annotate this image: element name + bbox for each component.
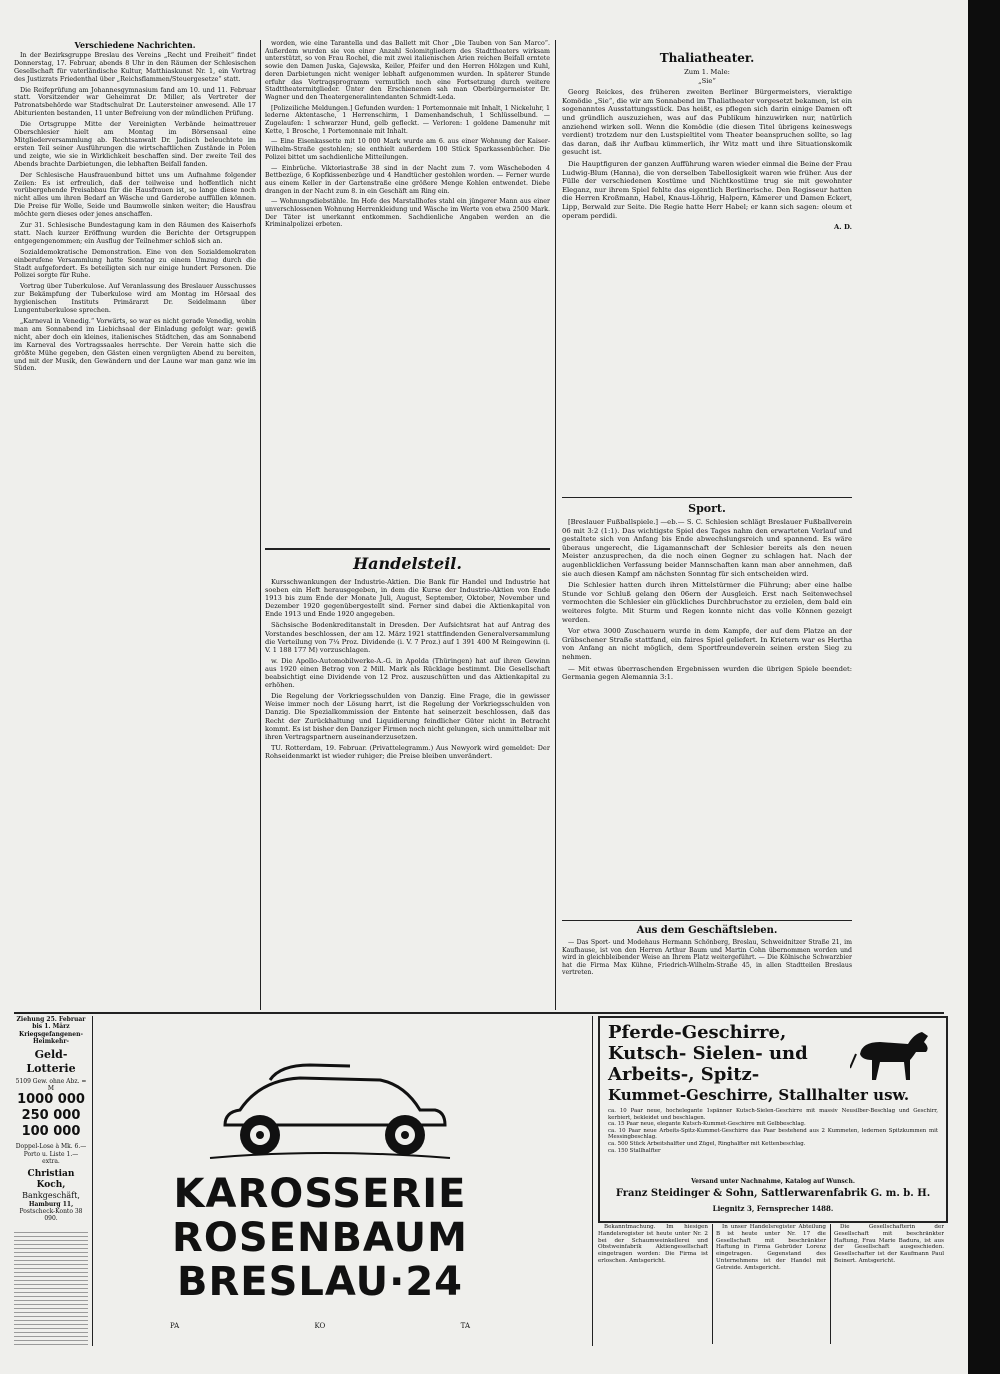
lottery-porto: Porto u. Liste 1.— extra. xyxy=(23,1150,79,1166)
trade-paragraph: Die Regelung der Vorkriegsschulden von Danzig. Eine Frage, die in gewisser Weise immer noch der Lösung harrt, ist die Regelung der Vorkriegsschulden von Danzig. Die Spezialkommission der Entente hat seinerzeit beschlossen, daß das Recht der Zurückhaltung und Liquidierung feindlicher Güter nicht in Betracht kommt. Es ist bisher den Danziger Firmen noch nicht gelungen, sich unmittelbar mit ihren Vertragspartnern auseinanderzusetzen. xyxy=(265,692,550,741)
lottery-prize: 100 000 xyxy=(21,1124,81,1140)
section-handelsteil xyxy=(265,552,550,1007)
news-paragraph: Sozialdemokratische Demonstration. Eine von den Sozialdemokraten einberufene Versammlung hatte Sonntag zu einem Umzug durch die Stadt aufgefordert. Es beteiligten sich nur einige hundert Personen. Die Polizei sorgte für Ruhe. xyxy=(14,247,256,280)
section-thaliatheater xyxy=(562,40,852,495)
trade-paragraph: w. Die Apollo-Automobilwerke-A.-G. in Apolda (Thüringen) hat auf ihren Gewinn aus 1920 einen Betrag von 2 Mill. Mark als Rücklage bestimmt. Die Gesellschaft beabsichtigt eine Dividende von 12 Proz. auszuschütten und das Aktienkapital zu erhöhen. xyxy=(265,656,550,690)
ad-item: ca. 15 Paar neue, elegante Kutsch-Kummet-Geschirre mit Gelbbeschlag. xyxy=(608,1121,806,1128)
ad-footer-label: TA xyxy=(460,1322,470,1330)
ad-city: Liegnitz 3, Fernsprecher 1488. xyxy=(712,1204,834,1213)
heading-verschiedene-nachrichten: Verschiedene Nachrichten. xyxy=(74,40,196,50)
section-geschaeftsleben xyxy=(562,922,852,1007)
news-paragraph: In der Bezirksgruppe Breslau des Vereins „Recht und Freiheit“ findet Donnerstag, 17. Februar, abends 8 Uhr in den Räumen der Schlesischen Gesellschaft für vaterländische Kultur, Matthiaskunst Nr. 1, ein Vortrag des Justizrats Friedenthal über „Reichsflammen/Steuergesetze“ statt. xyxy=(14,50,256,83)
section-rule xyxy=(265,548,550,550)
news-paragraph: — Einbrüche. Viktoriastraße 38 sind in der Nacht zum 7. vom Wäscheboden 4 Bettbezüge, 6 Kopfkissenbezüge und 4 Handtücher gestohlen worden. — Ferner wurde aus einem Keller in der Gartenstraße eine größere Menge Kohlen entwendet. Diebe drangen in der Nacht zum 8. in ein Geschäft am Ring ein. xyxy=(265,164,550,195)
sport-paragraph: Die Schlesier hatten durch ihren Mittelstürmer die Führung; aber eine halbe Stunde vor Schluß gelang den 06ern der Ausgleich. Erst nach Seitenwechsel vermochten die Schlesier ein glückliches Durchbruchstor zu erzielen, dem bald ein weiteres folgte. Mit Sturm und Regen konnte nicht das volle Können gezeigt werden. xyxy=(562,581,852,624)
signature: A. D. xyxy=(833,223,852,232)
column-lokales xyxy=(265,40,550,545)
section-sport xyxy=(562,500,852,918)
car-illustration xyxy=(150,1040,490,1170)
lottery-name: Geld-Lotterie xyxy=(26,1047,76,1075)
lottery-address: Bankgeschäft, xyxy=(22,1190,80,1200)
lottery-konto: Postscheck-Konto 38 090. xyxy=(19,1208,83,1223)
police-report: [Polizeiliche Meldungen.] Gefunden wurden: 1 Portemonnaie mit Inhalt, 1 Nickeluhr, 1 lederne Aktentasche, 1 Herrenschirm, 1 Damenhandschuh, 1 Schlüsselbund. — Zugelaufen: 1 schwarzer Hund, gelb gefleckt. — Verloren: 1 goldene Damenuhr mit Kette, 1 Brosche, 1 Portemonnaie mit Inhalt. xyxy=(265,104,550,135)
lottery-line: Ziehung 25. Februar xyxy=(16,1016,86,1023)
sport-paragraph: Vor etwa 3000 Zuschauern wurde in dem Kampfe, der auf dem Platze an der Gräbschener Straße stattfand, ein faires Spiel geliefert. In Krietern war es Hertha von Anfang an nicht möglich, dem Sportfreundeverein seinen ersten Sieg zu nehmen. xyxy=(562,627,852,661)
filler-notices xyxy=(14,1229,88,1346)
lottery-line: Heimkehr- xyxy=(32,1038,70,1046)
lottery-line: Kriegsgefangenen- xyxy=(19,1030,83,1038)
news-paragraph: Zur 31. Schlesische Bundestagung kam in den Räumen des Kaiserhofs statt. Nach kurzer Eröffnung wurden die Berichte der Ortsgruppen entgegengenommen; ein Ausflug der Teilnehmer schloß sich an. xyxy=(14,221,256,245)
ad-item: ca. 150 Stallhalfter xyxy=(608,1147,661,1154)
notice-rule xyxy=(712,1224,713,1344)
ad-line-breslau: BRESLAU·24 xyxy=(177,1259,463,1305)
review-paragraph: Die Hauptfiguren der ganzen Aufführung waren wieder einmal die Beine der Frau Ludwig-Blum (Hanna), die von derselben Tabellosigkeit waren wie früher. Aus der Fülle der verschiedenen Kostüme und Nichtkostüme trug sie mit gewohnter Eleganz, nur ihrem Spiel fehlte das eigentlich Berlinerische. Den Regisseur hatten die Herren Kroßmann, Habel, Knaus-Löhrig, Halpern, Kämerer und Damen Eckert, Lipp, Berwald zur Seite. Die Regie hatte Herr Habel; er kann sich sagen: oleum et operam perdidi. xyxy=(562,159,852,220)
news-paragraph: — Eine Eisenkassette mit 10 000 Mark wurde am 6. aus einer Wohnung der Kaiser-Wilhelm-Straße gestohlen; sie enthielt außerdem 100 Stück Sparkassenbücher. Die Polizei bittet um sachdienliche Mitteilungen. xyxy=(265,138,550,161)
lottery-prize: 250 000 xyxy=(21,1108,81,1124)
ad-heading-line: Pferde-Geschirre, xyxy=(608,1022,787,1043)
notice-text: In unser Handelsregister Abteilung B ist heute unter Nr. 17 die Gesellschaft mit beschränkter Haftung in Firma Gebrüder Lorenz eingetragen. Gegenstand des Unternehmens ist der Handel mit Getreide. Amtsgericht. xyxy=(716,1224,826,1271)
ad-rule xyxy=(592,1016,593,1346)
ad-heading-line: Arbeits-, Spitz- xyxy=(608,1064,760,1085)
column-rule xyxy=(260,40,261,1010)
notice-text: Die Gesellschafterin der Gesellschaft mit beschränkter Haftung, Frau Marie Badura, ist aus der Gesellschaft ausgeschieden. Gesellschafter ist der Kaufmann Paul Beinert. Amtsgericht. xyxy=(834,1224,944,1264)
section-rule xyxy=(562,920,852,921)
section-rule xyxy=(562,497,852,498)
heading-handelsteil: Handelsteil. xyxy=(353,554,462,573)
ad-line-rosenbaum: ROSENBAUM xyxy=(172,1215,468,1261)
news-paragraph: Die Ortsgruppe Mitte der Vereinigten Verbände heimattreuer Oberschlesier hielt am Montag im Börsensaal eine Mitgliederversammlung ab. Rechtsanwalt Dr. Jadisch beleuchtete im ersten Teil seiner Ausführungen die wirtschaftlichen Zustände in Polen und zeigte, wie sie in Wirklichkeit beschaffen sind. Der zweite Teil des Abends brachte Darbietungen, die lebhaften Beifall fanden. xyxy=(14,120,256,168)
lottery-ticket: Doppel-Lose à Mk. 6.— xyxy=(15,1143,87,1151)
heading-thaliatheater: Thaliatheater. xyxy=(659,51,755,65)
trade-paragraph: TU. Rotterdam, 19. Februar. (Privattelegramm.) Aus Newyork wird gemeldet: Der Rohseidenmarkt ist wieder ruhiger; die Preise bleiben unverändert. xyxy=(265,743,550,760)
ad-firm-type: Sattlerwarenfabrik G. m. b. H. xyxy=(761,1188,931,1199)
news-paragraph: — Wohnungsdiebstähle. Im Hofe des Marstallhofes stahl ein jüngerer Mann aus einer unverschlossenen Wohnung Herrenkleidung und Wäsche im Werte von etwa 2500 Mark. Der Täter ist unerkannt entkommen. Sachdienliche Angaben werden an die Kriminalpolizei erbeten. xyxy=(265,198,550,229)
ad-rule xyxy=(92,1016,93,1346)
lottery-line: bis 1. März xyxy=(32,1023,70,1031)
heading-geschaeftsleben: Aus dem Geschäftsleben. xyxy=(636,925,778,936)
ads-rule xyxy=(14,1012,944,1014)
lottery-city: Hamburg 11, xyxy=(28,1200,74,1208)
horse-icon xyxy=(850,1024,940,1086)
play-title: „Sie“ xyxy=(698,76,716,85)
ad-footer-label: PA xyxy=(170,1322,180,1330)
ad-item: ca. 10 Paar neue Arbeits-Spitz-Kummet-Geschirre das Paar bestehend aus 2 Kummeten, ledernen Spitzkummen mit Messingbeschlag. xyxy=(608,1127,938,1141)
lottery-prize: 1000 000 xyxy=(17,1092,85,1108)
news-paragraph: Der Schlesische Hausfrauenbund bittet uns um Aufnahme folgender Zeilen: Es ist erfreulich, daß der teilweise und hoffentlich nicht vorübergehende Preisabbau für die Hausfrauen ist, so lange diese noch nicht alles um ihren Bedarf an Wäsche und Garderobe auffüllen können. Die Preise für Wolle, Seide und Baumwolle sinken weiter; die Hausfrau möchte gern dieses oder jenes anschaffen. xyxy=(14,170,256,219)
heading-sport: Sport. xyxy=(688,502,726,515)
ad-item: ca. 10 Paar neue, hochelegante 1spänner Kutsch-Sielen-Geschirre mit massiv Neusilber-Beschlag und Geschirr, kerbiert, bekleidet und beschlagen. xyxy=(608,1108,938,1121)
column-rule xyxy=(555,40,556,1010)
ad-footer-label: KO xyxy=(314,1322,326,1330)
subheading: Zum 1. Male: xyxy=(684,68,730,76)
column-verschiedene-nachrichten xyxy=(14,40,256,1005)
news-paragraph: worden, wie eine Tarantella und das Ballett mit Chor „Die Tauben von San Marco“. Außerdem wurden sie von einer Anzahl Solomitgliedern des Stadttheaters wirksam unterstützt, so von Frau Rochel, die mit zwei italienischen Arien reichen Beifall erntete sowie den Damen Juska, Gajewska, Keiler, Pfeifer und den Herren Hölzgen und Kuhl, deren Darbietungen nicht weniger lebhaft aufgenommen wurden. In späterer Stunde erfuhr das Vortragsprogramm vermutlich noch eine Fortsetzung durch weitere Stadttheatermitglieder. Unter den Erschienenen sah man Oberbürgermeister Dr. Wagner und den Theatergeneralintendanten Schmidt-Leda. xyxy=(265,40,550,101)
trade-paragraph: Kursschwankungen der Industrie-Aktien. Die Bank für Handel und Industrie hat soeben ein Heft herausgegeben, in dem die Kurse der Industrie-Aktien von Ende 1913 bis zum Ende der Monate Juli, August, September, Oktober, November und Dezember 1920 gegenübergestellt sind. Ferner sind dabei die Aktienkapital von Ende 1913 und Ende 1920 angegeben. xyxy=(265,578,550,619)
business-paragraph: — Das Sport- und Modehaus Hermann Schönberg, Breslau, Schweidnitzer Straße 21, im Kaufhause, ist von den Herren Arthur Baum und Martin Cohn übernommen worden und wird in gleichbleibender Weise an Ihrem Platz weitergeführt. — Die Kölnische Schwarzbier hat die Firma Max Kühne, Friedrich-Wilhelm-Straße 45, in allen Stadtteilen Breslaus vertreten. xyxy=(562,939,852,977)
lottery-sub: 5109 Gew. ohne Abz. = M xyxy=(15,1077,87,1093)
notice-rule xyxy=(830,1224,831,1344)
news-paragraph: „Karneval in Venedig.“ Vorwärts, so war es nicht gerade Venedig, wohin man am Sonnabend im Liebichsaal der Einladung gefolgt war: gewiß nicht, aber doch ein kleines, italienisches Städtchen, das am Sonnabend im Karneval des Vortragssaales herrschte. Der Verein hatte sich die größte Mühe gegeben, den Gästen einen vergnügten Abend zu bereiten, und mit der Musik, den Gewändern und der Laune war man ganz wie im Süden. xyxy=(14,317,256,373)
ad-lottery xyxy=(14,1016,88,1346)
ad-firm-name: Franz Steidinger & Sohn, xyxy=(615,1188,758,1199)
sport-paragraph: [Breslauer Fußballspiele.] —eb.— S. C. Schlesien schlägt Breslauer Fußballverein 06 mit 3:2 (1:1). Das wichtigste Spiel des Tages nahm den erwarteten Verlauf und gestaltete sich von Anfang bis Ende abwechslungsreich und spannend. Es wäre überaus ungerecht, die Ligamannschaft der Schlesier bereits als den neuen Meister anzusprechen, da die noch einen Gegner zu schlagen hat. Nach der augenblicklichen Verfassung beider Mannschaften kann man aber annehmen, daß sie auch diesen Kampf am nächsten Sonntag für sich entscheiden wird. xyxy=(562,518,852,578)
sport-paragraph: — Mit etwas überraschenden Ergebnissen wurden die übrigen Spiele beendet: Germania gegen Alemannia 3:1. xyxy=(562,664,852,682)
ad-item: ca. 500 Stück Arbeitshalfter und Zügel, Ringhalfter mit Kettenbeschlag. xyxy=(608,1140,806,1147)
lottery-seller: Christian Koch, xyxy=(27,1168,75,1190)
notice-text: Bekanntmachung. Im hiesigen Handelsregister ist heute unter Nr. 2 bei der Schaumweinkellerei und Obstweinfabrik Aktiengesellschaft eingetragen worden: Die Firma ist erloschen. Amtsgericht. xyxy=(598,1224,708,1264)
ad-heading-line: Kutsch- Sielen- und xyxy=(608,1043,808,1064)
notice-3 xyxy=(834,1224,944,1344)
trade-paragraph: Sächsische Bodenkreditanstalt in Dresden. Der Aufsichtsrat hat auf Antrag des Vorstandes beschlossen, der am 12. März 1921 stattfindenden Generalversammlung die Verteilung von 7¼ Proz. Dividende (i. V. 7 Proz.) auf 1 391 400 M Reingewinn (i. V. 1 188 177 M) vorzuschlagen. xyxy=(265,621,550,654)
news-paragraph: Die Reifeprüfung am Johannesgymnasium fand am 10. und 11. Februar statt. Vorsitzender war Geheimrat Dr. Miller, als Vertreter der Patronatsbehörde war Stadtschulrat Dr. Lautersteiner anwesend. Alle 17 Abiturienten bestanden, 11 unter Befreiung von der mündlichen Prüfung. xyxy=(14,85,256,118)
notice-1 xyxy=(598,1224,708,1344)
ad-versand: Versand unter Nachnahme, Katalog auf Wunsch. xyxy=(691,1178,855,1185)
ad-items xyxy=(608,1108,938,1154)
ad-footer xyxy=(170,1322,470,1330)
ad-heading-line: Kummet-Geschirre, Stallhalter usw. xyxy=(608,1086,910,1104)
ad-line-karosserie: KAROSSERIE xyxy=(173,1171,467,1217)
notice-2 xyxy=(716,1224,826,1344)
news-paragraph: Vortrag über Tuberkulose. Auf Veranlassung des Breslauer Ausschusses zur Bekämpfung der Tuberkulose wird am Montag im Hörsaal des hygienischen Instituts Primärarzt Dr. Seidelmann über Lungentuberkulose sprechen. xyxy=(14,282,256,315)
review-paragraph: Georg Reickes, des früheren zweiten Berliner Bürgermeisters, vieraktige Komödie „Sie“, die wir am Sonnabend im Thaliatheater vorgesetzt bekamen, ist ein sogenanntes Ausstattungsstück. Das heißt, es pflegen sich darin einige Damen oft und gründlich auszuziehen, was auf das Publikum hinzuwirken nur, natürlich anziehend wirken soll. Wenn die Komödie (die diesen Titel übrigens keineswegs verdient) trotzdem nur den Lustspieltitel vom Theater beanspruchen sollte, so lag das daran, daß ihr Aufbau kümmerlich, ihr Witz matt und ihre Situationskomik gesucht ist. xyxy=(562,88,852,157)
ad-firm xyxy=(600,1188,946,1199)
book-binding xyxy=(968,0,1000,1374)
ad-karosserie-rosenbaum xyxy=(150,1040,490,1340)
ad-pferde-geschirre xyxy=(598,1016,948,1223)
